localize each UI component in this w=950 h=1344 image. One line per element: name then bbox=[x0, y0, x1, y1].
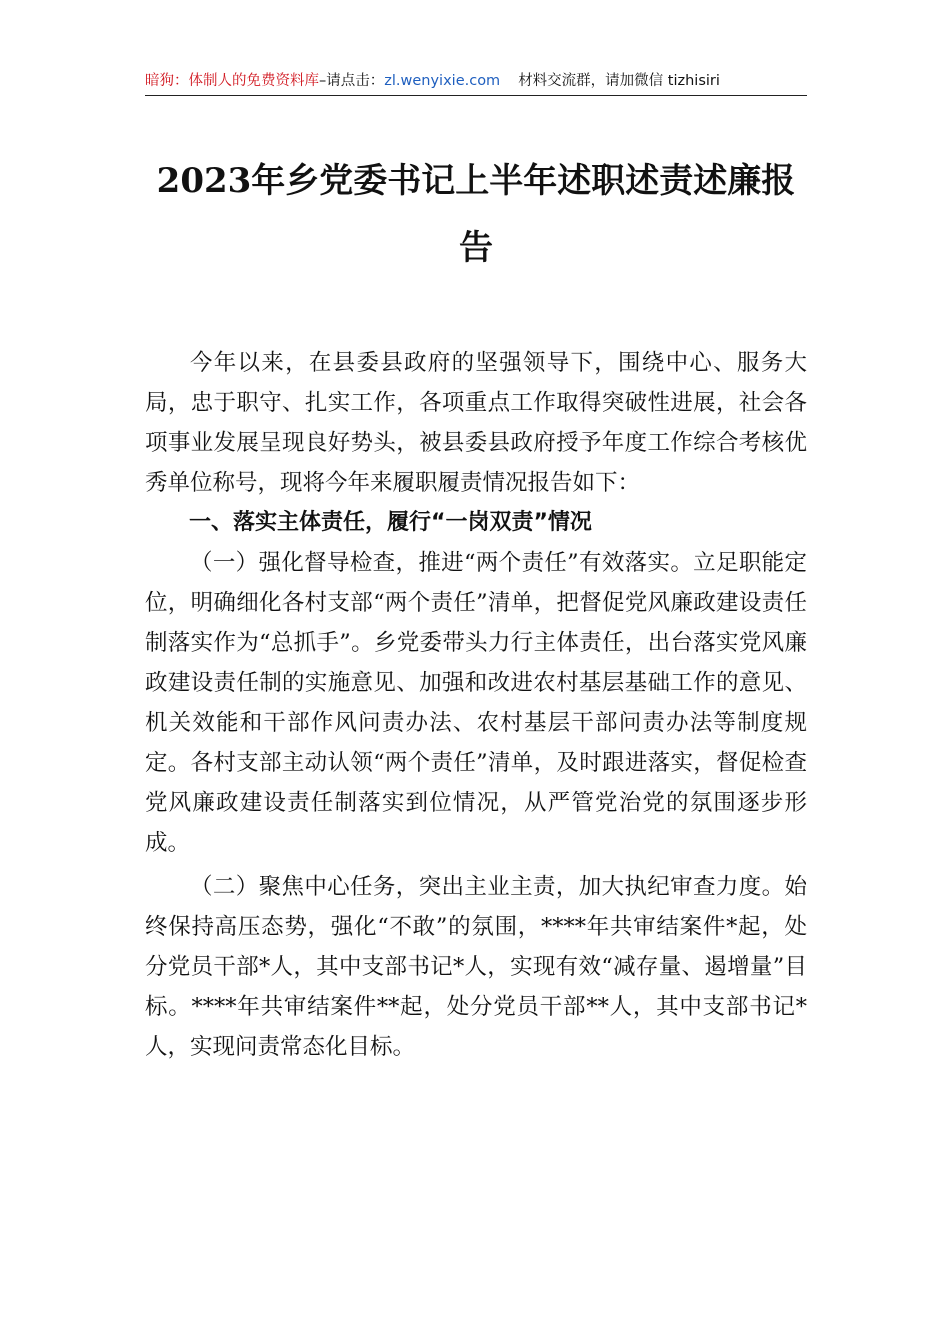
document-body bbox=[145, 343, 807, 1067]
header-brand: 暗狗：体制人的免费资料库 bbox=[145, 73, 319, 89]
section-heading: 一、落实主体责任，履行“一岗双责”情况 bbox=[189, 510, 592, 535]
header-group-text: 材料交流群，请加微信 tizhisiri bbox=[518, 73, 720, 89]
header-link[interactable]: zl.wenyixie.com bbox=[384, 73, 501, 89]
intro-paragraph: 今年以来，在县委县政府的坚强领导下，围绕中心、服务大局，忠于职守、扎实工作，各项重点工作取得突破性进展，社会各项事业发展呈现良好势头，被县委县政府授予年度工作综合考核优秀单位称号，现将今年来履职履责情况报告如下： bbox=[145, 350, 807, 496]
header-divider bbox=[145, 95, 807, 96]
body-paragraph: （一）强化督导检查，推进“两个责任”有效落实。立足职能定位，明确细化各村支部“两个责任”清单，把督促党风廉政建设责任制落实作为“总抓手”。乡党委带头力行主体责任，出台落实党风廉政建设责任制的实施意见、加强和改进农村基层基础工作的意见、机关效能和干部作风问责办法、农村基层干部问责办法等制度规定。各村支部主动认领“两个责任”清单，及时跟进落实，督促检查党风廉政建设责任制落实到位情况，从严管党治党的氛围逐步形成。 bbox=[145, 550, 807, 856]
body-paragraph: （二）聚焦中心任务，突出主业主责，加大执纪审查力度。始终保持高压态势，强化“不敢”的氛围，****年共审结案件*起，处分党员干部*人，其中支部书记*人，实现有效“减存量、遏增量”目标。****年共审结案件**起，处分党员干部**人，其中支部书记*人，实现问责常态化目标。 bbox=[145, 874, 807, 1060]
header-click-prompt: –请点击： bbox=[319, 73, 385, 89]
page-header bbox=[145, 70, 807, 96]
document-title: 2023年乡党委书记上半年述职述责述廉报告 bbox=[156, 161, 796, 268]
